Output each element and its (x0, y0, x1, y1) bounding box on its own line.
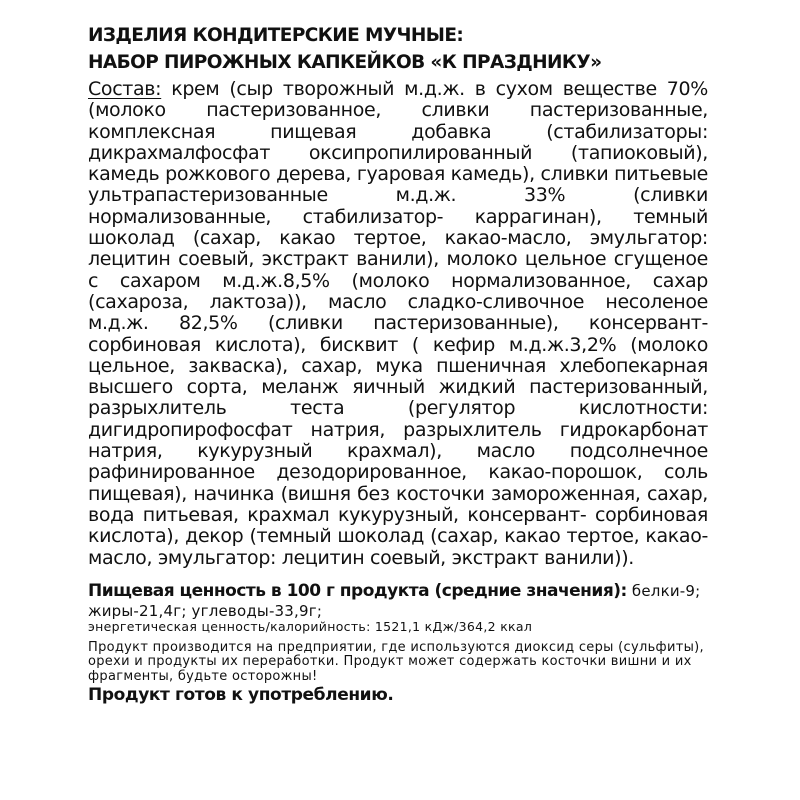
energy-value: энергетическая ценность/калорийность: 1521,1 кДж/364,2 ккал (88, 618, 533, 634)
product-label (88, 22, 708, 706)
product-title-line-1: ИЗДЕЛИЯ КОНДИТЕРСКИЕ МУЧНЫЕ: (88, 25, 464, 46)
nutrition-heading: Пищевая ценность в 100 г продукта (средние значения): (88, 580, 627, 601)
composition-block (88, 79, 708, 569)
nutrition-values: белки-9; жиры-21,4г; углеводы-33,9г; (88, 581, 701, 620)
product-title-line-2: НАБОР ПИРОЖНЫХ КАПКЕЙКОВ «К ПРАЗДНИКУ» (88, 52, 602, 73)
nutrition-block (88, 581, 708, 634)
composition-text: крем (сыр творожный м.д.ж. в сухом веществе 70% (молоко пастеризованное, сливки пастеризованные, комплексная пищевая добавка (стабилизаторы: дикрахмалфосфат оксипропилированный (тапиоковый), камедь рожкового дерева, гуаровая камедь), сливки питьевые ультрапастеризованные м.д.ж. 33% (сливки нормализованные, стабилизатор- каррагинан), темный шоколад (сахар, какао тертое, какао-масло, эмульгатор: лецитин соевый, экстракт ванили), молоко цельное сгущеное с сахаром м.д.ж.8,5% (молоко нормализованное, сахар (сахароза, лактоза)), масло сладко-сливочное несоленое м.д.ж. 82,5% (сливки пастеризованные), консервант- сорбиновая кислота), бисквит ( кефир м.д.ж.3,2% (молоко цельное, закваска), сахар, мука пшеничная хлебопекарная высшего сорта, меланж яичный жидкий пастеризованный, разрыхлитель теста (регулятор кислотности: дигидропирофосфат натрия, разрыхлитель гидрокарбонат натрия, кукурузный крахмал), масло подсолнечное рафинированное дезодорированное, какао-порошок, соль пищевая), начинка (вишня без косточки замороженная, сахар, вода питьевая, крахмал кукурузный, консервант- сорбиновая кислота), декор (темный шоколад (сахар, какао тертое, какао-масло, эмульгатор: лецитин соевый, экстракт ванили)). (88, 78, 708, 569)
allergen-warning: Продукт производится на предприятии, где используются диоксид серы (сульфиты), орехи и продукты их переработки. Продукт может содержать косточки вишни и их фрагменты, будьте осторожны! (88, 639, 704, 684)
composition-heading: Состав: (88, 78, 162, 100)
ready-to-eat-note: Продукт готов к употреблению. (88, 685, 394, 706)
